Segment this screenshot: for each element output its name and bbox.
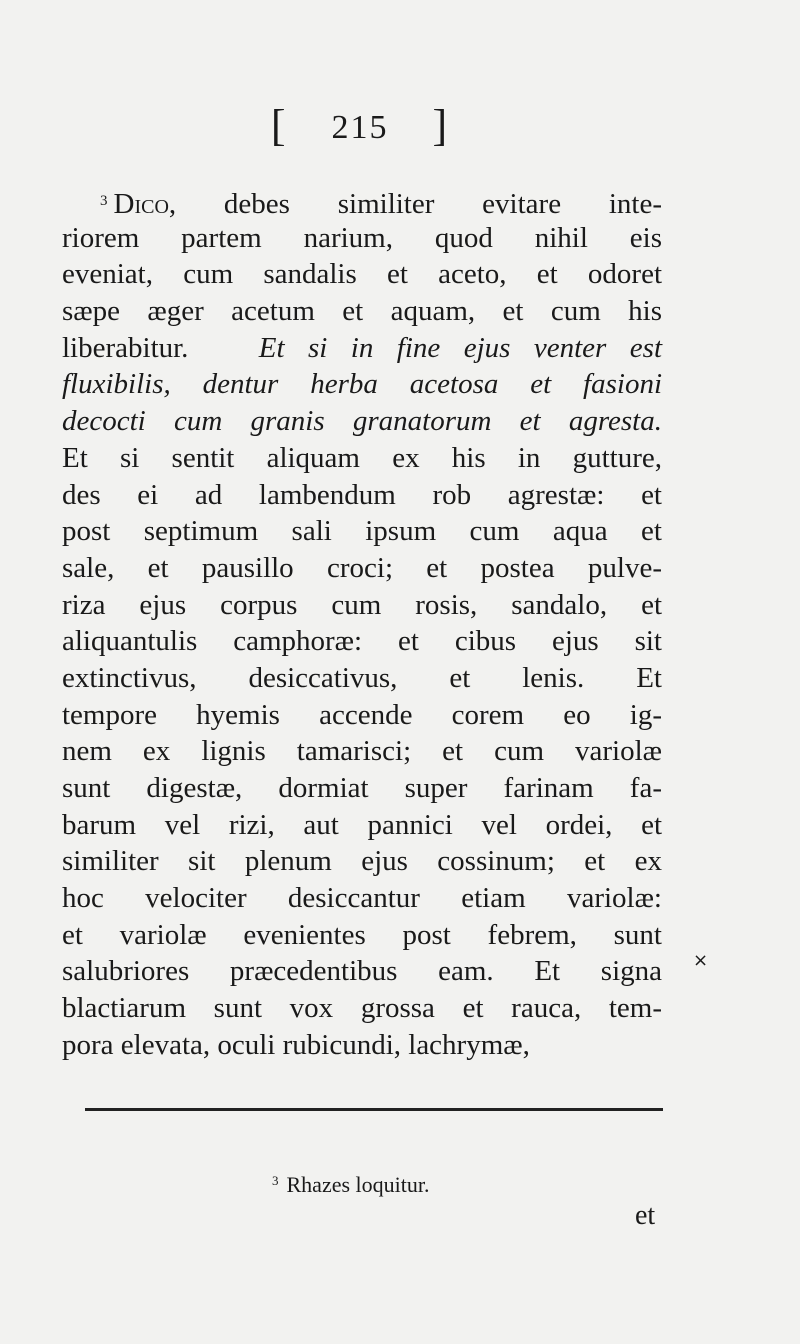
open-bracket: [ bbox=[270, 101, 288, 150]
text-line: salubriores præcedentibus eam. Et signa bbox=[62, 955, 662, 988]
text-line: similiter sit plenum ejus cossinum; et ex bbox=[62, 845, 662, 878]
text-line: pora elevata, oculi rubicundi, lachrymæ, bbox=[62, 1028, 530, 1061]
line-text: , debes similiter evitare inte- bbox=[168, 188, 662, 220]
text-line: et variolæ evenientes post febrem, sunt bbox=[62, 918, 662, 951]
catchword: et bbox=[635, 1200, 656, 1231]
page-header bbox=[0, 100, 720, 151]
text-line: sæpe æger acetum et aquam, et cum his bbox=[62, 295, 662, 328]
footnote-text: Rhazes loquitur. bbox=[286, 1172, 430, 1197]
text-line bbox=[62, 330, 662, 367]
text-line bbox=[62, 183, 662, 220]
text-line: eveniat, cum sandalis et aceto, et odoret bbox=[62, 258, 662, 291]
text-line: des ei ad lambendum rob agrestæ: et bbox=[62, 478, 662, 511]
italic-text: Et si in fine ejus venter est bbox=[258, 331, 663, 364]
page-number: 215 bbox=[331, 109, 389, 146]
margin-mark: × bbox=[693, 950, 709, 971]
text-line: nem ex lignis tamarisci; et cum variolæ bbox=[62, 735, 662, 768]
text-line: hoc velociter desiccantur etiam variolæ: bbox=[62, 882, 662, 915]
text-line: riorem partem narium, quod nihil eis bbox=[62, 221, 662, 254]
text-line: blactiarum sunt vox grossa et rauca, tem- bbox=[62, 992, 662, 1025]
main-text bbox=[62, 183, 662, 1064]
text-line: riza ejus corpus cum rosis, sandalo, et bbox=[62, 588, 662, 621]
opening-word: Dico bbox=[113, 188, 169, 220]
text-line: sunt digestæ, dormiat super farinam fa- bbox=[62, 772, 662, 804]
footnote bbox=[272, 1172, 429, 1198]
text-line: decocti cum granis granatorum et agresta. bbox=[62, 405, 662, 438]
footnote-reference: 3 bbox=[100, 193, 108, 209]
text-line: sale, et pausillo croci; et postea pulve- bbox=[62, 551, 662, 584]
text-line: aliquantulis camphoræ: et cibus ejus sit bbox=[62, 625, 662, 658]
text-line: barum vel rizi, aut pannici vel ordei, et bbox=[62, 808, 662, 841]
text-line: post septimum sali ipsum cum aqua et bbox=[62, 515, 662, 548]
text-line: tempore hyemis accende corem eo ig- bbox=[62, 698, 662, 731]
footnote-rule bbox=[85, 1108, 663, 1111]
footnote-number: 3 bbox=[272, 1173, 279, 1188]
text-line: extinctivus, desiccativus, et lenis. Et bbox=[62, 661, 662, 694]
line-text: liberabitur. bbox=[62, 331, 189, 364]
close-bracket: ] bbox=[432, 101, 450, 150]
text-line: Et si sentit aliquam ex his in gutture, bbox=[62, 441, 662, 474]
text-line: fluxibilis, dentur herba acetosa et fasioni bbox=[62, 368, 662, 401]
